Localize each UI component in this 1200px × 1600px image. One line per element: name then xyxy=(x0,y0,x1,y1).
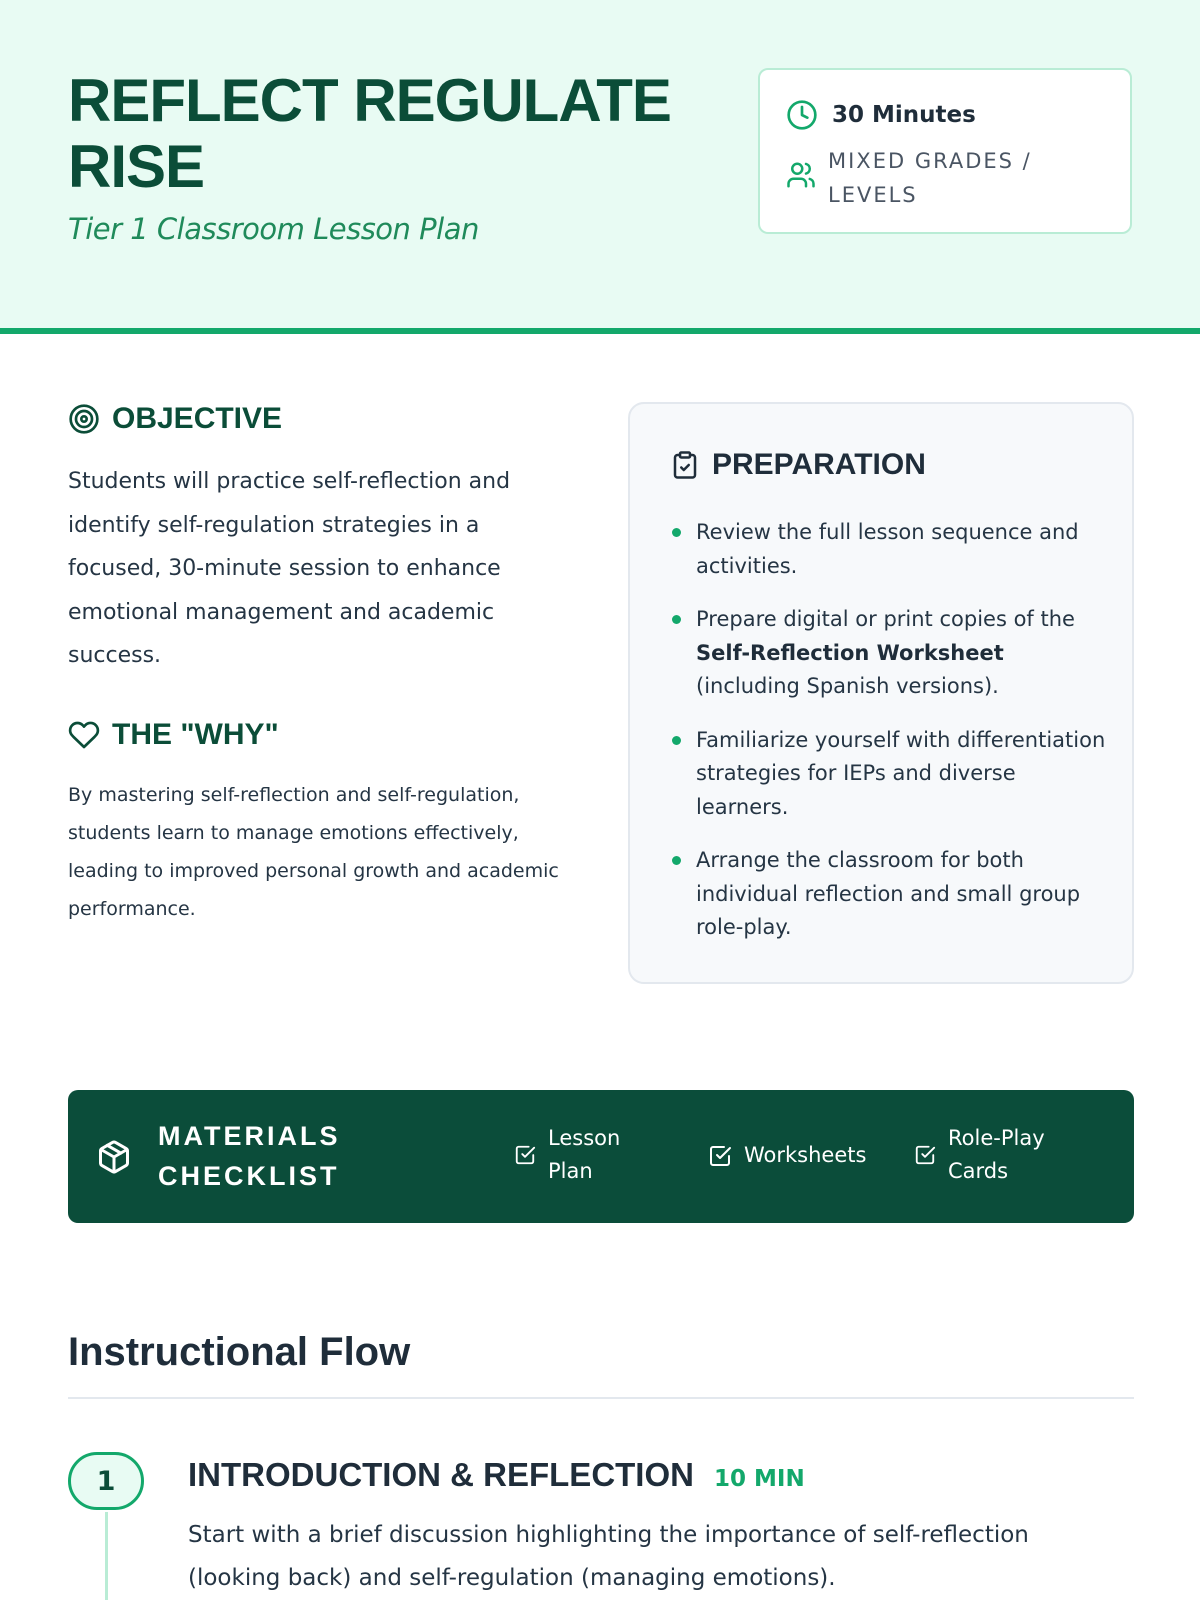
step-duration: 10 MIN xyxy=(713,1466,805,1492)
why-heading xyxy=(68,718,279,752)
timeline-connector xyxy=(105,1512,108,1600)
list-item xyxy=(670,603,1110,704)
material-label: Worksheets xyxy=(744,1143,867,1167)
step-number-badge: 1 xyxy=(68,1452,144,1510)
material-label: Role-Play Cards xyxy=(948,1126,1045,1183)
material-label: Lesson Plan xyxy=(548,1126,621,1183)
material-item-worksheets xyxy=(708,1139,866,1172)
worksheet-name: Self-Reflection Worksheet xyxy=(696,640,1004,665)
list-item-text: Prepare digital or print copies of the xyxy=(696,607,1075,631)
users-icon xyxy=(786,160,816,190)
lesson-meta-card xyxy=(758,68,1132,234)
preparation-heading xyxy=(670,448,926,482)
objective-title: OBJECTIVE xyxy=(112,402,283,435)
checkbox-checked-icon xyxy=(514,1144,536,1166)
heart-icon xyxy=(68,719,100,751)
checkbox-checked-icon xyxy=(914,1144,936,1166)
grade-label: MIXED GRADES / LEVELS xyxy=(828,149,1032,207)
instructional-flow-title: Instructional Flow xyxy=(68,1330,411,1374)
material-item-lesson-plan xyxy=(514,1122,654,1188)
page-title: REFLECT REGULATE RISE xyxy=(68,67,671,200)
step-description: Start with a brief discussion highlighting the importance of self-reflection (looking back) and self-regulation (managing emotions). xyxy=(188,1522,1029,1591)
list-item: Review the full lesson sequence and activities. xyxy=(670,516,1110,583)
step-heading xyxy=(188,1456,805,1494)
package-icon xyxy=(96,1138,132,1176)
divider xyxy=(68,1397,1134,1399)
materials-checklist xyxy=(68,1090,1134,1223)
objective-text: Students will practice self-reflection and identify self-regulation strategies in a focused, 30-minute session to enhance emotional management and academic success. xyxy=(68,469,511,668)
list-item: Familiarize yourself with differentiation strategies for IEPs and diverse learners. xyxy=(670,724,1110,825)
step-title: INTRODUCTION & REFLECTION xyxy=(188,1456,694,1493)
materials-title: MATERIALS CHECKLIST xyxy=(158,1121,341,1191)
page-subtitle: Tier 1 Classroom Lesson Plan xyxy=(68,212,479,246)
list-item-text: (including Spanish versions). xyxy=(696,674,999,698)
material-item-role-play-cards xyxy=(914,1122,1074,1188)
grade-row xyxy=(786,144,1086,212)
preparation-list xyxy=(670,516,1110,965)
target-icon xyxy=(68,403,100,435)
clock-icon xyxy=(786,99,818,131)
why-text: By mastering self-reflection and self-regulation, students learn to manage emotions effectively, leading to improved personal growth and academic performance. xyxy=(68,784,559,920)
objective-heading xyxy=(68,402,282,436)
preparation-title: PREPARATION xyxy=(712,448,926,481)
checkbox-checked-icon xyxy=(708,1144,732,1168)
duration-label: 30 Minutes xyxy=(832,102,976,128)
clipboard-check-icon xyxy=(670,449,700,481)
why-title: THE "WHY" xyxy=(112,718,279,751)
list-item: Arrange the classroom for both individual reflection and small group role-play. xyxy=(670,844,1110,945)
duration-row xyxy=(786,98,976,132)
header xyxy=(0,0,1200,334)
preparation-card xyxy=(628,402,1134,984)
